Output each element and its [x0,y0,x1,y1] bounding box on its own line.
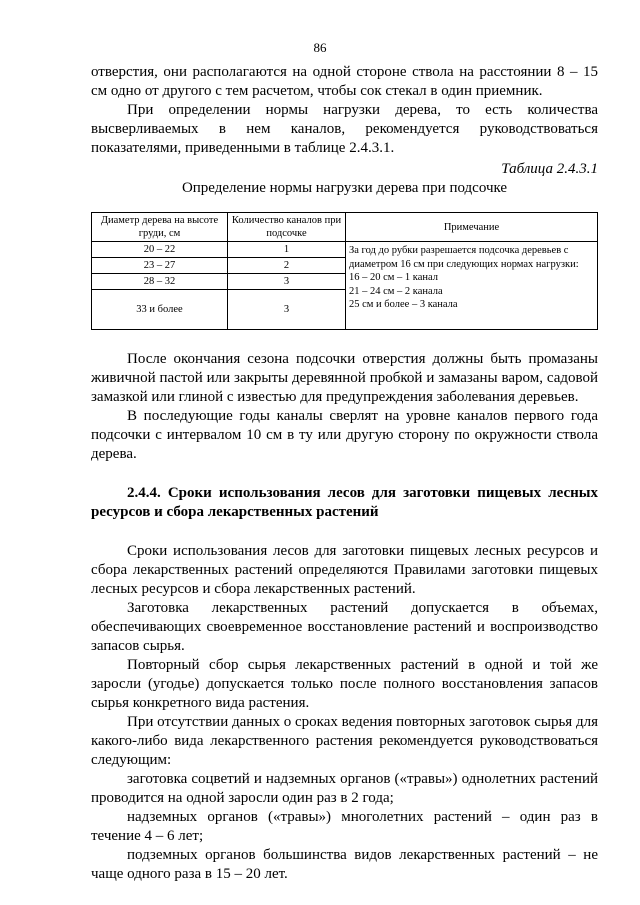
table-title: Определение нормы нагрузки дерева при подсочке [181,180,508,196]
note-line: 16 – 20 см – 1 канал [349,272,439,283]
paragraph: Повторный сбор сырья лекарственных растений в одной и той же заросли (угодье) допускается только после полного восстановления запасов сырья конкретного вида растения. [91,657,598,711]
paragraph: В последующие годы каналы сверлят на уровне каналов первого года подсочки с интервалом 10 см в ту или другую сторону по окружности ствола дерева. [91,408,598,462]
header-note: Примечание [346,213,598,242]
page-content [91,63,598,884]
paragraph: Заготовка лекарственных растений допускается в объемах, обеспечивающих своевременное восстановление растений и воспроизводство запасов сырья. [91,600,598,654]
load-norm-table [91,212,598,330]
paragraph: При определении нормы нагрузки дерева, то есть количества высверливаемых в нем каналов, рекомендуется руководствоваться показателями, приведенными в таблице 2.4.3.1. [91,102,598,156]
section-heading: 2.4.4. Сроки использования лесов для заготовки пищевых лесных ресурсов и сбора лекарственных растений [91,485,598,520]
cell-channels: 1 [228,242,346,258]
list-item: надземных органов («травы») многолетних растений – один раз в течение 4 – 6 лет; [91,809,598,844]
list-item: заготовка соцветий и надземных органов («травы») однолетних растений проводится на одной заросли один раз в 2 года; [91,771,598,806]
list-item: подземных органов большинства видов лекарственных растений – не чаще одного раза в 15 – 20 лет. [91,847,598,882]
cell-diameter: 33 и более [92,290,228,330]
note-line: 25 см и более – 3 канала [349,299,458,310]
paragraph: Сроки использования лесов для заготовки пищевых лесных ресурсов и сбора лекарственных растений определяются Правилами заготовки пищевых лесных ресурсов и сбора лекарственных растений. [91,543,598,597]
header-diameter: Диаметр дерева на высоте груди, см [92,213,228,242]
page-number: 86 [313,40,327,55]
paragraph: При отсутствии данных о сроках ведения повторных заготовок сырья для какого-либо вида лекарственного растения рекомендуется руководствоваться следующим: [91,714,598,768]
cell-diameter: 28 – 32 [92,274,228,290]
cell-note [346,242,598,330]
table-label: Таблица 2.4.3.1 [501,161,598,177]
header-channels: Количество каналов при подсочке [228,213,346,242]
cell-channels: 3 [228,290,346,330]
table-row [92,242,598,258]
note-line: За год до рубки разрешается подсочка деревьев с диаметром 16 см при следующих нормах нагрузки: [349,245,579,270]
paragraph: После окончания сезона подсочки отверстия должны быть промазаны живичной пастой или закрыты деревянной пробкой и замазаны варом, садовой замазкой или глиной с известью для предупреждения заболевания деревьев. [91,351,598,405]
paragraph: отверстия, они располагаются на одной стороне ствола на расстоянии 8 – 15 см одно от другого с тем расчетом, чтобы сок стекал в один приемник. [91,64,598,99]
cell-diameter: 23 – 27 [92,258,228,274]
cell-channels: 2 [228,258,346,274]
cell-channels: 3 [228,274,346,290]
cell-diameter: 20 – 22 [92,242,228,258]
table-header-row [92,213,598,242]
note-line: 21 – 24 см – 2 канала [349,285,443,297]
